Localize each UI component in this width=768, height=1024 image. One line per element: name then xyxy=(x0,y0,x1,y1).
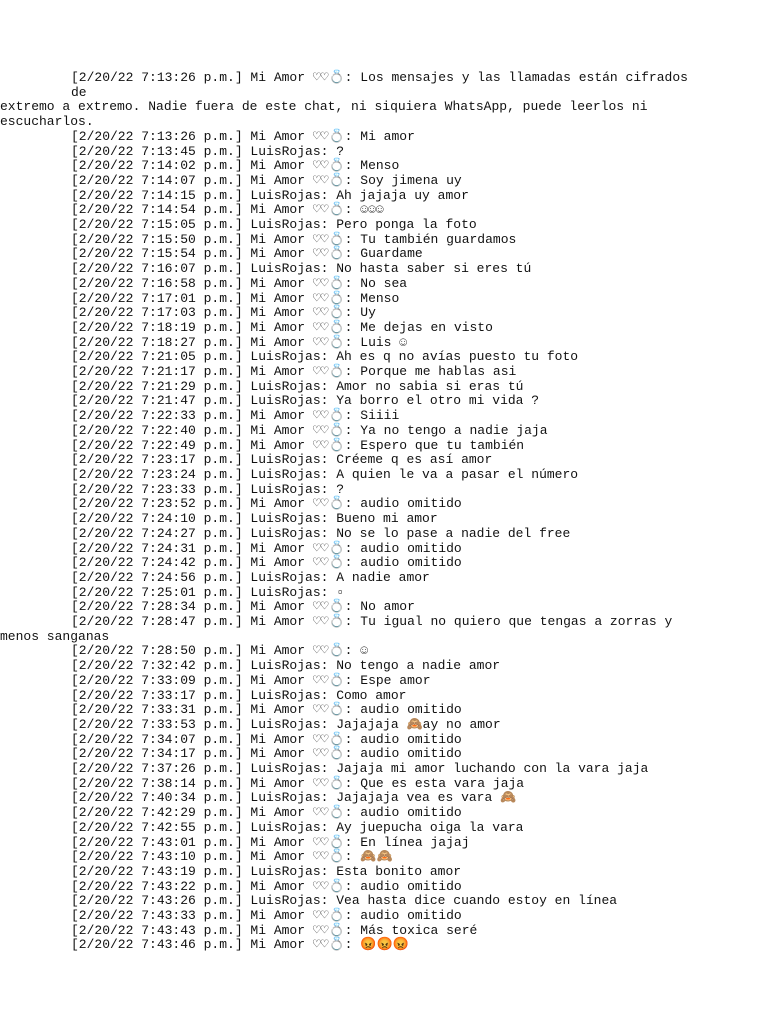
chat-message-line: [2/20/22 7:33:53 p.m.] LuisRojas: Jajajaja 🙈ay no amor xyxy=(71,716,501,732)
chat-message-line: [2/20/22 7:43:33 p.m.] Mi Amor ♡♡💍: audio omitido xyxy=(71,908,462,924)
chat-message-line: [2/20/22 7:15:50 p.m.] Mi Amor ♡♡💍: Tu también guardamos xyxy=(71,231,517,247)
chat-message-line: [2/20/22 7:33:17 p.m.] LuisRojas: Como amor xyxy=(71,687,407,703)
chat-message-line: [2/20/22 7:28:34 p.m.] Mi Amor ♡♡💍: No amor xyxy=(71,599,415,615)
chat-message-line: [2/20/22 7:24:31 p.m.] Mi Amor ♡♡💍: audio omitido xyxy=(71,540,462,556)
chat-message-line: [2/20/22 7:33:31 p.m.] Mi Amor ♡♡💍: audio omitido xyxy=(71,702,462,718)
chat-message-line: [2/20/22 7:43:01 p.m.] Mi Amor ♡♡💍: En línea jajaj xyxy=(71,834,470,850)
chat-message-line: [2/20/22 7:13:26 p.m.] Mi Amor ♡♡💍: Los mensajes y las llamadas están cifrados de xyxy=(71,70,696,100)
chat-message-line: [2/20/22 7:13:26 p.m.] Mi Amor ♡♡💍: Mi amor xyxy=(71,128,415,144)
chat-message-line: [2/20/22 7:23:17 p.m.] LuisRojas: Créeme q es así amor xyxy=(71,452,493,468)
chat-message-continuation: menos sanganas xyxy=(0,628,110,644)
chat-message-continuation: escucharlos. xyxy=(0,114,94,130)
chat-message-line: [2/20/22 7:22:49 p.m.] Mi Amor ♡♡💍: Espero que tu también xyxy=(71,437,525,453)
chat-message-line: [2/20/22 7:24:42 p.m.] Mi Amor ♡♡💍: audio omitido xyxy=(71,555,462,571)
chat-message-line: [2/20/22 7:15:54 p.m.] Mi Amor ♡♡💍: Guardame xyxy=(71,246,423,262)
chat-message-line: [2/20/22 7:40:34 p.m.] LuisRojas: Jajajaja vea es vara 🙈 xyxy=(71,790,517,806)
chat-message-continuation: extremo a extremo. Nadie fuera de este chat, ni siquiera WhatsApp, puede leerlos ni xyxy=(0,99,648,115)
chat-message-line: [2/20/22 7:21:05 p.m.] LuisRojas: Ah es q no avías puesto tu foto xyxy=(71,349,579,365)
chat-message-line: [2/20/22 7:24:56 p.m.] LuisRojas: A nadie amor xyxy=(71,569,430,585)
chat-message-line: [2/20/22 7:43:19 p.m.] LuisRojas: Esta bonito amor xyxy=(71,863,462,879)
chat-message-line: [2/20/22 7:43:22 p.m.] Mi Amor ♡♡💍: audio omitido xyxy=(71,878,462,894)
chat-message-line: [2/20/22 7:13:45 p.m.] LuisRojas: ? xyxy=(71,143,345,159)
chat-message-line: [2/20/22 7:23:52 p.m.] Mi Amor ♡♡💍: audio omitido xyxy=(71,496,462,512)
chat-message-line: [2/20/22 7:32:42 p.m.] LuisRojas: No tengo a nadie amor xyxy=(71,658,501,674)
chat-message-line: [2/20/22 7:21:29 p.m.] LuisRojas: Amor no sabia si eras tú xyxy=(71,378,524,394)
chat-message-line: [2/20/22 7:28:50 p.m.] Mi Amor ♡♡💍: ☺ xyxy=(71,643,369,659)
chat-message-line: [2/20/22 7:43:46 p.m.] Mi Amor ♡♡💍: 😡😡😡 xyxy=(71,937,409,953)
chat-message-line: [2/20/22 7:14:54 p.m.] Mi Amor ♡♡💍: ☺☺☺ xyxy=(71,202,384,218)
chat-message-line: [2/20/22 7:43:43 p.m.] Mi Amor ♡♡💍: Más toxica seré xyxy=(71,922,478,938)
chat-message-line: [2/20/22 7:21:47 p.m.] LuisRojas: Ya borro el otro mi vida ? xyxy=(71,393,540,409)
chat-message-line: [2/20/22 7:18:19 p.m.] Mi Amor ♡♡💍: Me dejas en visto xyxy=(71,319,493,335)
chat-message-line: [2/20/22 7:21:17 p.m.] Mi Amor ♡♡💍: Porque me hablas asi xyxy=(71,364,517,380)
chat-message-line: [2/20/22 7:37:26 p.m.] LuisRojas: Jajaja mi amor luchando con la vara jaja xyxy=(71,761,649,777)
chat-message-line: [2/20/22 7:42:55 p.m.] LuisRojas: Ay juepucha oiga la vara xyxy=(71,819,524,835)
chat-message-line: [2/20/22 7:34:17 p.m.] Mi Amor ♡♡💍: audio omitido xyxy=(71,746,462,762)
chat-message-line: [2/20/22 7:33:09 p.m.] Mi Amor ♡♡💍: Espe amor xyxy=(71,672,431,688)
chat-message-line: [2/20/22 7:17:03 p.m.] Mi Amor ♡♡💍: Uy xyxy=(71,305,376,321)
chat-message-line: [2/20/22 7:38:14 p.m.] Mi Amor ♡♡💍: Que es esta vara jaja xyxy=(71,775,525,791)
chat-message-line: [2/20/22 7:23:24 p.m.] LuisRojas: A quien le va a pasar el número xyxy=(71,466,579,482)
chat-message-line: [2/20/22 7:28:47 p.m.] Mi Amor ♡♡💍: Tu igual no quiero que tengas a zorras y xyxy=(71,614,673,630)
chat-message-line: [2/20/22 7:14:02 p.m.] Mi Amor ♡♡💍: Menso xyxy=(71,158,400,174)
chat-message-line: [2/20/22 7:34:07 p.m.] Mi Amor ♡♡💍: audio omitido xyxy=(71,731,462,747)
chat-message-line: [2/20/22 7:16:58 p.m.] Mi Amor ♡♡💍: No sea xyxy=(71,275,408,291)
chat-message-line: [2/20/22 7:24:10 p.m.] LuisRojas: Bueno mi amor xyxy=(71,511,438,527)
chat-message-line: [2/20/22 7:24:27 p.m.] LuisRojas: No se lo pase a nadie del free xyxy=(71,525,571,541)
chat-message-line: [2/20/22 7:22:40 p.m.] Mi Amor ♡♡💍: Ya no tengo a nadie jaja xyxy=(71,422,548,438)
chat-message-line: [2/20/22 7:17:01 p.m.] Mi Amor ♡♡💍: Menso xyxy=(71,290,400,306)
chat-message-line: [2/20/22 7:25:01 p.m.] LuisRojas: ▫ xyxy=(71,584,345,600)
chat-message-line: [2/20/22 7:18:27 p.m.] Mi Amor ♡♡💍: Luis ☺ xyxy=(71,334,408,350)
chat-message-line: [2/20/22 7:14:07 p.m.] Mi Amor ♡♡💍: Soy jimena uy xyxy=(71,172,462,188)
chat-message-line: [2/20/22 7:43:10 p.m.] Mi Amor ♡♡💍: 🙈🙈 xyxy=(71,849,393,865)
chat-message-line: [2/20/22 7:22:33 p.m.] Mi Amor ♡♡💍: Siiii xyxy=(71,408,400,424)
chat-message-line: [2/20/22 7:42:29 p.m.] Mi Amor ♡♡💍: audio omitido xyxy=(71,805,462,821)
chat-message-line: [2/20/22 7:16:07 p.m.] LuisRojas: No hasta saber si eres tú xyxy=(71,261,532,277)
chat-message-line: [2/20/22 7:14:15 p.m.] LuisRojas: Ah jajaja uy amor xyxy=(71,187,469,203)
chat-log xyxy=(0,70,711,953)
chat-message-line: [2/20/22 7:43:26 p.m.] LuisRojas: Vea hasta dice cuando estoy en línea xyxy=(71,893,618,909)
chat-message-line: [2/20/22 7:15:05 p.m.] LuisRojas: Pero ponga la foto xyxy=(71,217,477,233)
chat-message-line: [2/20/22 7:23:33 p.m.] LuisRojas: ? xyxy=(71,481,345,497)
